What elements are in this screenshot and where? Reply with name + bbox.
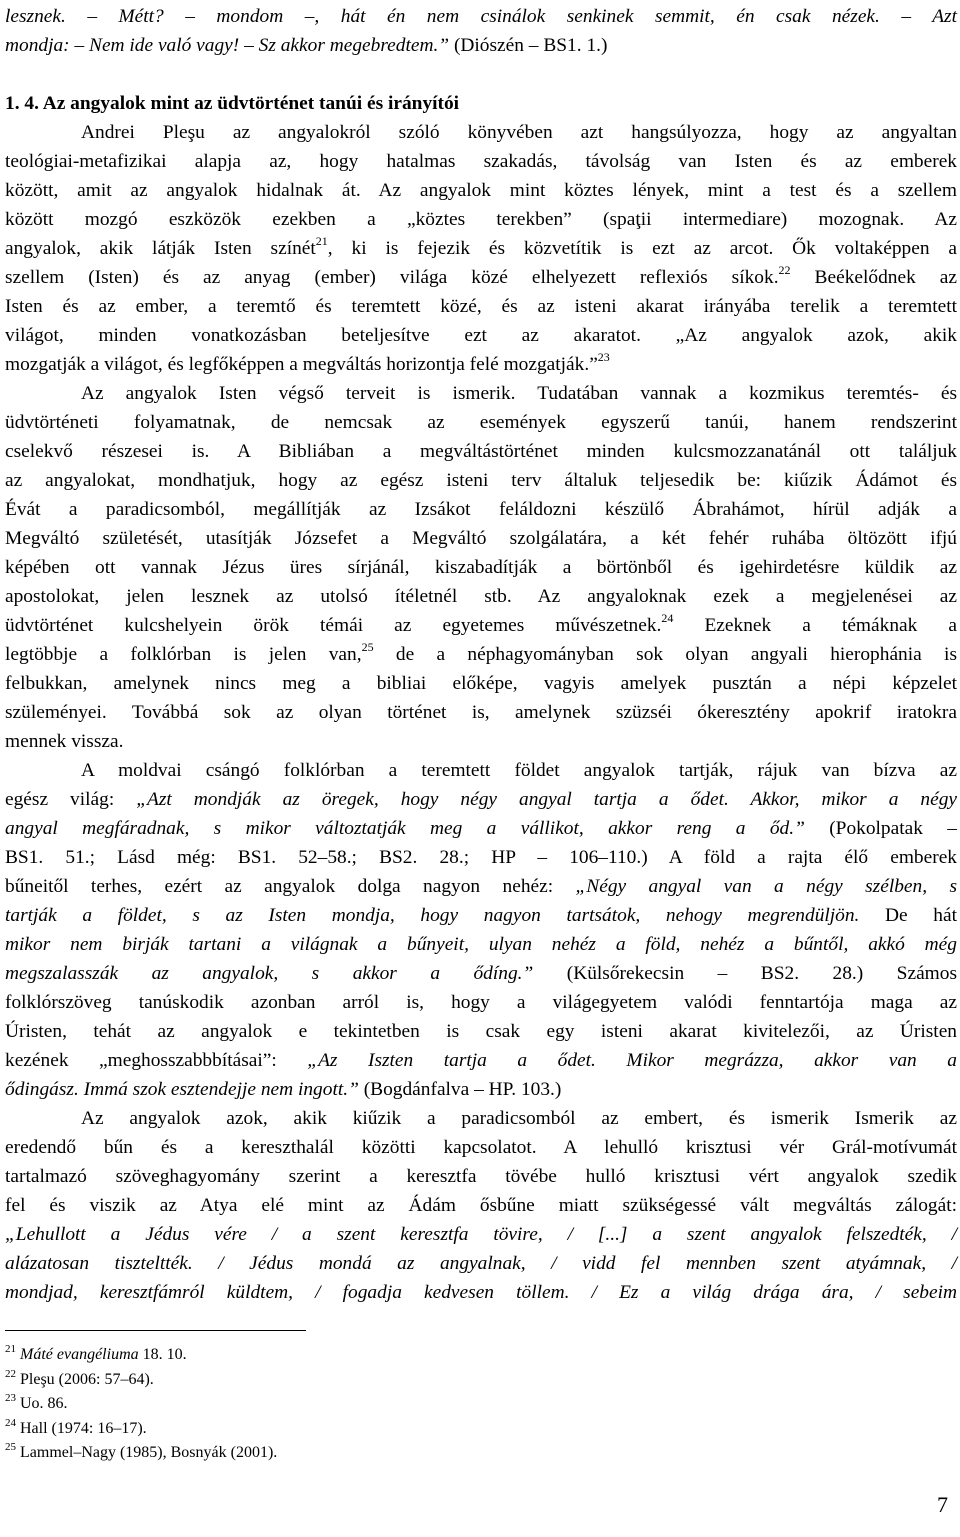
- text-line: eredendő bűn és a kereszthalál közötti kapcsolatot. A lehulló krisztusi vér Grál-motívumát: [5, 1137, 957, 1158]
- text-line: angyalok, akik látják Isten színét$^{21}$, ki is fejezik és közvetítik is ezt az arcot. Ők voltaképpen a: [5, 234, 957, 259]
- quote-text: „Az Iszten tartja a ődet. Mikor megrázza, akkor van a: [307, 1050, 957, 1071]
- text-line: Az angyalok Isten végső terveit is ismerik. Tudatában vannak a kozmikus teremtés- és: [81, 383, 957, 404]
- text-line: legtöbbje a folklórban is jelen van,$^{25}$ de a néphagyományban sok olyan angyali hierophánia is: [5, 640, 957, 665]
- text-line: között mozgó eszközök ezekben a „köztes terekben” (spaţii intermediare) mozognak. Az: [5, 209, 957, 230]
- text-line: üdvtörténet kulcshelyein örök témái az egyetemes művészetnek.$^{24}$ Ezeknek a témáknak a: [5, 611, 957, 636]
- section-heading: 1. 4. Az angyalok mint az üdvtörténet tanúi és irányítói: [5, 93, 460, 114]
- text-line: cselekvő részesei is. A Bibliában a megváltástörténet minden kulcsmozzanatánál ott találjuk: [5, 441, 957, 462]
- footnote-ref[interactable]: 25: [361, 640, 374, 654]
- text-line: apostolokat, jelen lesznek az utolsó ítéletnél stb. Az angyaloknak ezek a megjelenései az: [5, 586, 957, 607]
- quote-text: angyal megfáradnak, s mikor változtatják meg a vállikot, akkor reng a őd.”: [5, 818, 805, 839]
- text-line: között, amit az angyalok hidalnak át. Az angyalok mint köztes lények, mint a test és a szellem: [5, 180, 957, 201]
- text-line: megszalasszák az angyalok, s akkor a ődíng.” (Külsőrekecsin – BS2. 28.) Számos: [5, 963, 957, 984]
- quote-text: mikor nem birják tartani a világnak a bűnyeit, ulyan nehéz a föld, nehéz a bűntől, akkó még: [5, 934, 957, 955]
- text-line: képében ott vannak Jézus üres sírjánál, kiszabadítják a börtönből és igehirdetésre küldik az: [5, 557, 957, 578]
- footnote: $^{24}$ Hall (1974: 16–17).: [5, 1417, 147, 1437]
- footnote-number: 25: [5, 1441, 16, 1453]
- text-line: Megváltó születését, utasítják Józsefet a Megváltó szolgálatára, a két fehér ruhába öltözött ifjú: [5, 528, 957, 549]
- text-line: angyal megfáradnak, s mikor változtatják meg a vállikot, akkor reng a őd.” (Pokolpatak –: [5, 818, 957, 839]
- text-line: teológiai-metafizikai alapja az, hogy hatalmas szakadás, távolság van Isten és az emberek: [5, 151, 957, 172]
- text-line: [5, 2, 957, 31]
- text-line: folklórszöveg tanúskodik azonban arról is, hogy a világegyetem valódi fenntartója maga az: [5, 992, 957, 1013]
- footnote-ref[interactable]: 21: [315, 234, 328, 248]
- text-line: tartják a földet, s az Isten mondja, hogy nagyon tartsátok, nehogy megrendüljön. De hát: [5, 905, 957, 926]
- footnote-number: 23: [5, 1392, 16, 1404]
- footnote-ref[interactable]: 24: [661, 611, 674, 625]
- text-line: kezének „meghosszabbbításai”: „Az Iszten tartja a ődet. Mikor megrázza, akkor van a: [5, 1050, 957, 1071]
- footnote-divider: [5, 1330, 306, 1331]
- text-line: Andrei Pleşu az angyalokról szóló könyvében azt hangsúlyozza, hogy az angyaltan: [81, 122, 957, 143]
- quote-text: mondja: – Nem ide való vagy! – Sz akkor megebredtem.”: [5, 35, 450, 56]
- text-line: szellem (Isten) és az anyag (ember) világa közé elhelyezett reflexiós síkok.$^{22}$ Beékelődnek az: [5, 263, 957, 288]
- text-line: világot, minden vonatkozásban beteljesítve ezt az akaratot. „Az angyalok azok, akik: [5, 325, 957, 346]
- text-line: bűneitől terhes, ezért az angyalok dolga nagyon nehéz: „Négy angyal van a négy szélben, s: [5, 876, 957, 897]
- text-line: Évát a paradicsomból, megállítják az Izsákot feláldozni készülő Ábrahámot, hírül adják a: [5, 499, 957, 520]
- text-line: Isten és az ember, a teremtő és teremtett közé, és az isteni akarat irányába terelik a teremtett: [5, 296, 957, 317]
- footnote-ref[interactable]: 23: [597, 350, 610, 364]
- footnote-number: 21: [5, 1343, 16, 1355]
- text-line: A moldvai csángó folklórban a teremtett földet angyalok tartják, rájuk van bízva az: [81, 760, 957, 781]
- text-line: Az angyalok azok, akik kiűzik a paradicsomból az embert, és ismerik Ismerik az: [81, 1108, 957, 1129]
- text-line: egész világ: „Azt mondják az öregek, hogy négy angyal tartja a ődet. Akkor, mikor a négy: [5, 789, 957, 810]
- footnote: $^{22}$ Pleşu (2006: 57–64).: [5, 1368, 154, 1388]
- quote-text: tartják a földet, s az Isten mondja, hogy nagyon tartsátok, nehogy megrendüljön.: [5, 905, 860, 926]
- quote-text: „Azt mondják az öregek, hogy négy angyal tartja a ődet. Akkor, mikor a négy: [136, 789, 957, 810]
- text-line: BS1. 51.; Lásd még: BS1. 52–58.; BS2. 28.; HP – 106–110.) A föld a rajta élő emberek: [5, 847, 957, 868]
- quote-text: alázatosan tiszteltték. / Jédus mondá az angyalnak, / vidd fel mennben szent atyámnak, /: [5, 1253, 957, 1274]
- footnote: $^{25}$ Lammel–Nagy (1985), Bosnyák (2001).: [5, 1441, 278, 1461]
- footnote-number: 24: [5, 1417, 16, 1429]
- text-line: mozgatják a világot, és legfőképpen a megváltás horizontja felé mozgatják.”$^{23}$: [5, 350, 610, 375]
- text-line: [5, 31, 957, 60]
- text-line: fel és viszik az Atya elé mint az Ádám ősbűne miatt szükségessé vált megváltás zálogát:: [5, 1195, 957, 1216]
- text-line: tartalmazó szöveghagyomány szerint a keresztfa tövébe hulló krisztusi vért angyalok szedik: [5, 1166, 957, 1187]
- quote-text: lesznek. – Métt? – mondom –, hát én nem csinálok senkinek semmit, én csak nézek. – Azt: [5, 6, 957, 27]
- page-number: 7: [937, 1492, 948, 1517]
- text-line: az angyalokat, mondhatjuk, hogy az egész isteni terv általuk teljesedik be: kiűzik Ádámot és: [5, 470, 957, 491]
- footnote-number: 22: [5, 1368, 16, 1380]
- text-line: felbukkan, amelynek nincs meg a bibliai előképe, vagyis amelyek pusztán a népi képzelet: [5, 673, 957, 694]
- footnote: $^{21}$ Máté evangéliuma 18. 10.: [5, 1343, 187, 1363]
- text-line: ődingász. Immá szok esztendejje nem ingott.” (Bogdánfalva – HP. 103.): [5, 1079, 562, 1100]
- citation: (Diószén – BS1. 1.): [449, 35, 608, 56]
- footnote: $^{23}$ Uo. 86.: [5, 1392, 68, 1412]
- text-line: üdvtörténeti folyamatnak, de nemcsak az események egyszerű tanúi, hanem rendszerint: [5, 412, 957, 433]
- quote-text: ődingász. Immá szok esztendejje nem ingott.”: [5, 1079, 359, 1100]
- footnote-ref[interactable]: 22: [778, 263, 791, 277]
- text-line: mennek vissza.: [5, 731, 124, 752]
- text-line: szüleményei. Továbbá sok az olyan történet is, amelynek szüzséi ókeresztény apokrif iratokra: [5, 702, 957, 723]
- text-line: Úristen, tehát az angyalok e tekintetben is csak egy isteni akarat kivitelezői, az Úristen: [5, 1021, 957, 1042]
- quote-text: megszalasszák az angyalok, s akkor a ődíng.”: [5, 963, 534, 984]
- quote-text: mondjad, keresztfámról küldtem, / fogadja kedvesen töllem. / Ez a világ drága ára, / sebeim: [5, 1282, 957, 1303]
- quote-text: „Négy angyal van a négy szélben, s: [575, 876, 957, 897]
- quote-text: „Lehullott a Jédus vére / a szent keresztfa tövire, / [...] a szent angyalok felszedték, /: [5, 1224, 957, 1245]
